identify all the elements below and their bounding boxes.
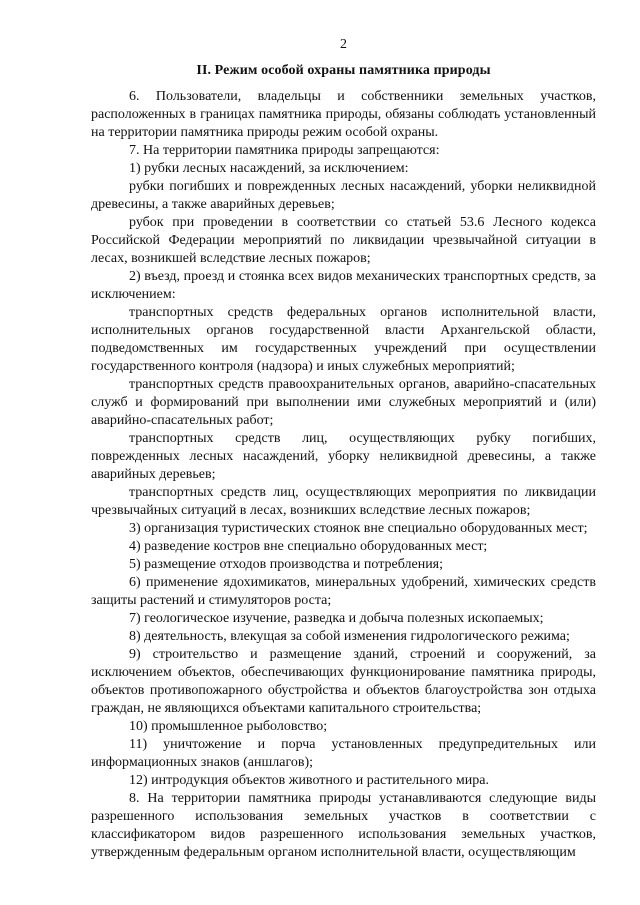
item-1: 1) рубки лесных насаждений, за исключением: xyxy=(129,161,409,176)
document-page xyxy=(91,36,596,862)
item-4: 4) разведение костров вне специально оборудованных мест; xyxy=(129,539,488,554)
item-1-exception-b: рубок при проведении в соответствии со статьей 53.6 Лесного кодекса Российской Федерации мероприятий по ликвидации чрезвычайной ситуации в лесах, возникшей вследствие лесных пожаров; xyxy=(91,215,596,266)
item-2-exception-a: транспортных средств федеральных органов исполнительной власти, исполнительных органов государственной власти Архангельской области, подведомственных им государственных учреждений при осуществлении государственного контроля (надзора) и иных служебных мероприятий; xyxy=(91,305,596,374)
item-3: 3) организация туристических стоянок вне специально оборудованных мест; xyxy=(129,521,588,536)
item-12: 12) интродукция объектов животного и растительного мира. xyxy=(129,773,489,788)
item-2-exception-b: транспортных средств правоохранительных органов, аварийно-спасательных служб и формирований при выполнении ими служебных мероприятий и (или) аварийно-спасательных работ; xyxy=(91,377,596,428)
item-10: 10) промышленное рыболовство; xyxy=(129,719,328,734)
item-8: 8) деятельность, влекущая за собой изменения гидрологического режима; xyxy=(129,629,570,644)
item-2-exception-c: транспортных средств лиц, осуществляющих рубку погибших, поврежденных лесных насаждений, уборку неликвидной древесины, а также аварийных деревьев; xyxy=(91,431,596,482)
page-number: 2 xyxy=(340,37,347,52)
paragraph-6: 6. Пользователи, владельцы и собственники земельных участков, расположенных в границах памятника природы, обязаны соблюдать установленный на территории памятника природы режим особой охраны. xyxy=(91,89,596,140)
section-title: II. Режим особой охраны памятника природы xyxy=(196,63,491,78)
item-7: 7) геологическое изучение, разведка и добыча полезных ископаемых; xyxy=(129,611,544,626)
item-1-exception-a: рубки погибших и поврежденных лесных насаждений, уборки неликвидной древесины, а также аварийных деревьев; xyxy=(91,179,596,212)
item-11: 11) уничтожение и порча установленных предупредительных или информационных знаков (аншлагов); xyxy=(91,737,596,770)
paragraph-7: 7. На территории памятника природы запрещаются: xyxy=(129,143,440,158)
item-2-exception-d: транспортных средств лиц, осуществляющих мероприятия по ликвидации чрезвычайных ситуаций в лесах, возникших вследствие лесных пожаров; xyxy=(91,485,596,518)
item-6: 6) применение ядохимикатов, минеральных удобрений, химических средств защиты растений и стимуляторов роста; xyxy=(91,575,596,608)
paragraph-8: 8. На территории памятника природы устанавливаются следующие виды разрешенного использования земельных участков в соответствии с классификатором видов разрешенного использования земельных участков, утвержденным федеральным органом исполнительной власти, осуществляющим xyxy=(91,791,596,860)
item-5: 5) размещение отходов производства и потребления; xyxy=(129,557,444,572)
item-9: 9) строительство и размещение зданий, строений и сооружений, за исключением объектов, обеспечивающих функционирование памятника природы, объектов противопожарного обустройства и объектов благоустройства зон отдыха граждан, не являющихся объектами капитального строительства; xyxy=(91,647,596,716)
item-2: 2) въезд, проезд и стоянка всех видов механических транспортных средств, за исключением: xyxy=(91,269,596,302)
